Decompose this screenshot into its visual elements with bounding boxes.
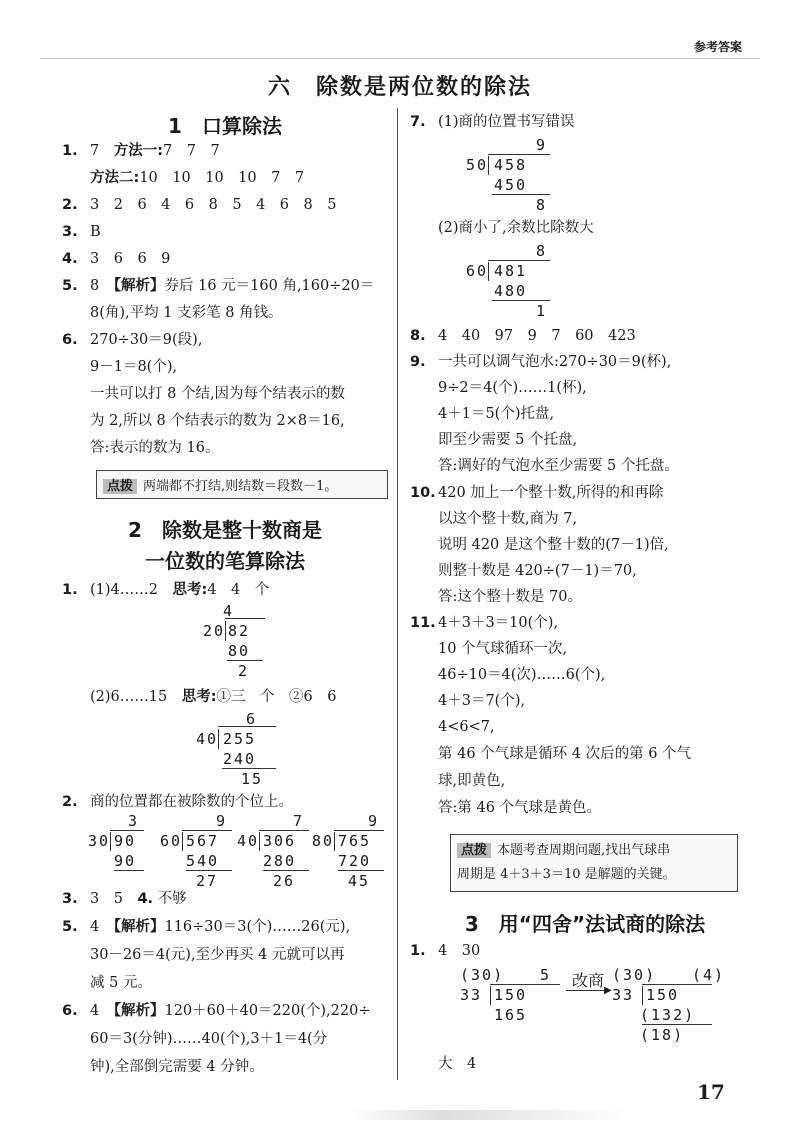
ld3d-bracket-side <box>334 832 335 851</box>
s2-q2-number: 2. <box>62 794 78 810</box>
q11-line-a <box>410 609 558 638</box>
section-1-title: 1 口算除法 <box>168 114 282 138</box>
s2-q5-line-c: 减 5 元。 <box>90 975 152 991</box>
ld1-divisor: 20 <box>203 622 226 640</box>
ld3c-quotient: 7 <box>293 812 305 830</box>
column-divider <box>397 108 398 1080</box>
s2-q1-think-label-b: 思考: <box>181 689 217 705</box>
s2-q6-answer: 4 <box>90 1003 114 1019</box>
ld3a-underline <box>114 870 144 871</box>
q11-line-f: 第 46 个气球是循环 4 次后的第 6 个气 <box>438 746 692 762</box>
ld3b-product: 540 <box>186 852 220 870</box>
q4-line <box>62 245 170 274</box>
ld7a-remainder: 8 <box>536 196 548 214</box>
ld3a-bracket-top <box>110 830 144 831</box>
long-division-90-30 <box>88 812 158 888</box>
s3ld-right-bracket-side <box>642 986 643 1005</box>
ld7a-product: 450 <box>494 176 528 194</box>
q1-method2-label: 方法二: <box>90 170 140 186</box>
q10-line-e: 答:这个整十数是 70。 <box>438 589 582 605</box>
s3ld-left-divisor: 33 <box>460 986 483 1004</box>
ld3b-bracket-side <box>182 832 183 851</box>
s2-q5-line-b: 30－26＝4(元),至少再买 4 元就可以再 <box>90 947 345 963</box>
s3ld-left-approx: (30) <box>460 966 505 984</box>
arrow-right-icon: ▶ <box>604 985 612 996</box>
q11-line-e: 4<6<7, <box>438 719 495 735</box>
q1-answer: 7 <box>90 143 114 159</box>
header-rule <box>40 58 760 59</box>
s2-q6-line-a <box>62 997 371 1026</box>
s2-q1-number: 1. <box>62 582 78 598</box>
q11-number: 11. <box>410 615 436 631</box>
s3ld-left-product: 165 <box>494 1006 528 1024</box>
s2-q1-think-label-a: 思考: <box>172 582 208 598</box>
q6-line-a <box>62 326 202 355</box>
page-title: 六 除数是两位数的除法 <box>267 75 532 100</box>
ld7a-divisor: 50 <box>466 156 489 174</box>
ld3d-underline <box>338 870 384 871</box>
tip-tag-2: 点拨 <box>457 843 491 858</box>
ld3a-quotient: 3 <box>128 812 140 830</box>
q2-answer: 3 2 6 4 6 8 5 4 6 8 5 <box>90 197 337 213</box>
q10-line-a <box>410 479 663 508</box>
long-division-458-50 <box>466 136 576 216</box>
s2-q5-analysis: 116÷30＝3(个)……26(元), <box>164 919 351 935</box>
q1-method1-values: 7 7 7 <box>163 143 220 159</box>
ld7a-bracket-top <box>488 154 550 155</box>
q10-line-b: 以这个整十数,商为 7, <box>438 511 578 527</box>
ld3b-dividend: 567 <box>186 832 220 850</box>
s2-q3-number: 3. <box>62 891 78 907</box>
q6-line-d: 为 2,所以 8 个结表示的数为 2×8＝16, <box>90 413 345 429</box>
long-division-481-60 <box>466 242 576 322</box>
ld3b-underline <box>186 870 232 871</box>
ld2-dividend: 255 <box>223 730 257 748</box>
ld3a-divisor: 30 <box>88 832 111 850</box>
s3-change-quotient-label: 改商 <box>572 971 605 990</box>
s2-q4-answer: 不够 <box>157 891 187 907</box>
ld2-product: 240 <box>223 750 257 768</box>
s2-q6-analysis: 120＋60＋40＝220(个),220÷ <box>164 1003 371 1019</box>
q11-line-g: 球,即黄色, <box>438 773 506 789</box>
ld3c-underline <box>263 870 309 871</box>
q9-text-a: 一共可以调气泡水:270÷30＝9(杯), <box>438 354 672 370</box>
ld3c-bracket-top <box>259 830 309 831</box>
ld2-remainder: 15 <box>241 770 264 788</box>
ld2-quotient: 6 <box>246 710 258 728</box>
ld1-bracket-side <box>225 621 226 641</box>
ld3d-quotient: 9 <box>368 812 380 830</box>
s3ld-right-remainder: (18) <box>640 1026 685 1044</box>
long-division-306-40 <box>237 812 317 888</box>
long-division-567-60 <box>160 812 240 888</box>
s2-q6-analysis-label: 【解析】 <box>113 1003 165 1019</box>
s3ld-left-dividend: 150 <box>494 986 528 1004</box>
q8-line <box>410 322 636 351</box>
long-division-765-80 <box>312 812 392 888</box>
tip-box-1 <box>96 470 388 499</box>
q10-number: 10. <box>410 485 436 501</box>
ld3d-product: 720 <box>338 852 372 870</box>
q6-number: 6. <box>62 332 78 348</box>
ld3c-product: 280 <box>263 852 297 870</box>
s3-q1-number: 1. <box>410 943 426 959</box>
long-division-255-40 <box>196 708 306 790</box>
ld7b-underline <box>492 300 550 301</box>
ld3c-remainder: 26 <box>273 872 296 890</box>
q8-answer: 4 40 97 9 7 60 423 <box>438 328 636 344</box>
ld1-product: 80 <box>228 642 251 660</box>
q11-line-d: 4＋3＝7(个), <box>438 693 526 709</box>
q9-line-a <box>410 348 671 377</box>
q2-number: 2. <box>62 197 78 213</box>
s2-q4-number: 4. <box>137 891 154 907</box>
q7-number: 7. <box>410 114 426 130</box>
section-3-title: 3 用“四舍”法试商的除法 <box>464 912 706 936</box>
s3ld-right-bracket-top <box>642 984 712 985</box>
q4-number: 4. <box>62 251 78 267</box>
ld3c-divisor: 40 <box>237 832 260 850</box>
q2-line <box>62 191 336 220</box>
ld1-quotient: 4 <box>223 602 235 620</box>
long-division-150-33-corrected <box>612 966 752 1056</box>
s2-q6-number: 6. <box>62 1003 78 1019</box>
ld3a-dividend: 90 <box>114 832 137 850</box>
s3ld-right-approx: (30) <box>612 966 657 984</box>
tip-text-2b: 周期是 4＋3＋3＝10 是解题的关键。 <box>457 867 676 882</box>
ld7b-bracket-side <box>488 262 489 281</box>
q1-method1-label: 方法一: <box>113 143 164 159</box>
ld3b-remainder: 27 <box>196 872 219 890</box>
q6-text-a: 270÷30＝9(段), <box>90 332 203 348</box>
s2-q5-answer: 4 <box>90 919 114 935</box>
ld7b-divisor: 60 <box>466 262 489 280</box>
ld1-dividend: 82 <box>228 622 251 640</box>
q5-analysis: 券后 16 元＝160 角,160÷20＝ <box>164 278 375 294</box>
q9-line-e: 答:调好的气泡水至少需要 5 个托盘。 <box>438 458 679 474</box>
ld2-bracket-top <box>218 726 276 727</box>
s3-q1-answer: 4 30 <box>438 943 481 959</box>
s2-q1-answer-b: (2)6……15 <box>90 689 182 705</box>
s3-end-line: 大 4 <box>438 1056 477 1072</box>
q7-text-a: (1)商的位置书写错误 <box>438 114 575 130</box>
s2-q6-line-c: 钟),全部倒完需要 4 分钟。 <box>90 1059 264 1075</box>
ld3b-bracket-top <box>182 830 232 831</box>
ld2-underline <box>222 768 276 769</box>
ld7b-dividend: 481 <box>494 262 528 280</box>
ld7b-product: 480 <box>494 282 528 300</box>
q1-number: 1. <box>62 143 78 159</box>
s2-q1-think-b: ①三 个 ②6 6 <box>216 689 337 705</box>
s3ld-right-underline <box>642 1024 712 1025</box>
tip-text-1: 两端都不打结,则结数＝段数－1。 <box>143 479 338 494</box>
s2-q5-analysis-label: 【解析】 <box>113 919 165 935</box>
ld7a-bracket-side <box>488 156 489 175</box>
tip-box-2 <box>450 834 738 892</box>
ld7a-quotient: 9 <box>536 136 548 154</box>
ld3d-divisor: 80 <box>312 832 335 850</box>
ld7a-dividend: 458 <box>494 156 528 174</box>
long-division-150-33-trial <box>460 966 580 1036</box>
ld1-underline <box>227 660 263 661</box>
ld3d-remainder: 45 <box>348 872 371 890</box>
ld3a-bracket-side <box>110 832 111 851</box>
q9-number: 9. <box>410 354 426 370</box>
ld3d-bracket-top <box>334 830 384 831</box>
ld3c-dividend: 306 <box>263 832 297 850</box>
q11-line-h: 答:第 46 个气球是黄色。 <box>438 800 602 816</box>
s2-q1-think-a: 4 4 个 <box>207 582 270 598</box>
ld1-remainder: 2 <box>238 662 250 680</box>
tip-text-2a: 本题考查周期问题,找出气球串 <box>497 843 671 858</box>
q9-line-c: 4＋1＝5(个)托盘, <box>438 406 555 422</box>
ld7b-bracket-top <box>488 260 550 261</box>
q10-line-c: 说明 420 是这个整十数的(7－1)倍, <box>438 537 669 553</box>
s3ld-right-dividend: 150 <box>646 986 680 1004</box>
tip-box-2-line-a <box>457 839 731 863</box>
q1-method2-values: 10 10 10 10 7 7 <box>139 170 305 186</box>
q3-number: 3. <box>62 224 78 240</box>
s3ld-left-bracket-top <box>490 984 560 985</box>
q5-line-a <box>62 272 374 301</box>
header-label: 参考答案 <box>693 40 742 54</box>
ld1-bracket-top <box>225 618 265 619</box>
s2-q2-answer: 商的位置都在被除数的个位上。 <box>90 794 293 810</box>
long-division-82-20 <box>203 600 293 682</box>
ld3b-divisor: 60 <box>160 832 183 850</box>
ld7b-quotient: 8 <box>536 242 548 260</box>
ld7a-underline <box>492 194 550 195</box>
q9-line-d: 即至少需要 5 个托盘, <box>438 432 578 448</box>
section-2-title-b: 一位数的笔算除法 <box>145 549 305 573</box>
page-number: 17 <box>697 1080 725 1104</box>
s2-q5-number: 5. <box>62 919 78 935</box>
q11-line-b: 10 个气球循环一次, <box>438 641 568 657</box>
scan-smudge <box>350 1110 630 1120</box>
q8-number: 8. <box>410 328 426 344</box>
q5-number: 5. <box>62 278 78 294</box>
s2-q6-line-b: 60＝3(分钟)……40(个),3＋1＝4(分 <box>90 1031 328 1047</box>
ld3c-bracket-side <box>259 832 260 851</box>
s2-q3-q4-line <box>62 885 187 914</box>
s3ld-right-divisor: 33 <box>612 986 635 1004</box>
ld2-divisor: 40 <box>196 730 219 748</box>
ld3b-quotient: 9 <box>216 812 228 830</box>
q3-answer: B <box>90 224 101 240</box>
s3-q1-line <box>410 937 480 966</box>
q3-line <box>62 218 101 247</box>
q4-answer: 3 6 6 9 <box>90 251 171 267</box>
q7-line-a <box>410 108 575 137</box>
ld7b-remainder: 1 <box>536 302 548 320</box>
ld3a-product: 90 <box>114 852 137 870</box>
tip-tag-1: 点拨 <box>103 479 137 494</box>
q6-line-e: 答:表示的数为 16。 <box>90 440 220 456</box>
s3ld-right-quotient: (4) <box>692 966 726 984</box>
ld3d-dividend: 765 <box>338 832 372 850</box>
s3ld-left-quotient: 5 <box>540 966 552 984</box>
q6-line-c: 一共可以打 8 个结,因为每个结表示的数 <box>90 386 346 402</box>
q10-line-d: 则整十数是 420÷(7－1)＝70, <box>438 563 637 579</box>
q6-line-b: 9－1＝8(个), <box>90 359 178 375</box>
q11-line-c: 46÷10＝4(次)……6(个), <box>438 667 606 683</box>
s2-q3-answer: 3 5 <box>90 891 138 907</box>
q7-line-b: (2)商小了,余数比除数大 <box>438 220 594 236</box>
q5-answer: 8 <box>90 278 114 294</box>
q9-line-b: 9÷2＝4(个)……1(杯), <box>438 380 587 396</box>
q5-line-b: 8(角),平均 1 支彩笔 8 角钱。 <box>90 305 283 321</box>
s3ld-right-product: (132) <box>640 1006 696 1024</box>
section-2-title-a: 2 除数是整十数商是 <box>128 518 322 542</box>
q10-text-a: 420 加上一个整十数,所得的和再除 <box>438 485 664 501</box>
s2-q1-answer-a: (1)4……2 <box>90 582 173 598</box>
s2-q5-line-a <box>62 913 350 942</box>
q1-line-a <box>62 137 220 166</box>
ld2-bracket-side <box>218 729 219 749</box>
s3ld-left-bracket-side <box>490 986 491 1005</box>
q5-analysis-label: 【解析】 <box>113 278 165 294</box>
q11-text-a: 4＋3＋3＝10(个), <box>438 615 559 631</box>
q1-line-b <box>90 164 304 193</box>
